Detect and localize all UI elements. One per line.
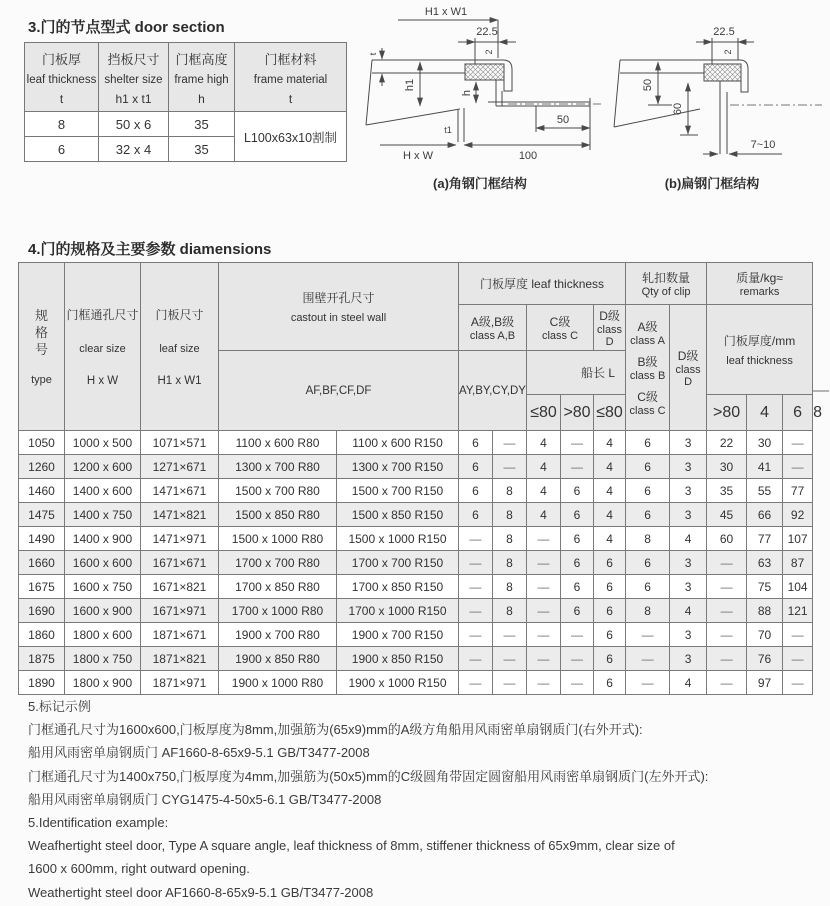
table-cell: — bbox=[626, 623, 670, 647]
table-cell: — bbox=[707, 671, 747, 695]
table-cell: 3 bbox=[670, 647, 707, 671]
table-cell: — bbox=[707, 623, 747, 647]
flat-frame-diagram bbox=[600, 2, 828, 200]
dim-label-60: 60 bbox=[672, 102, 684, 116]
table-cell: 1675 bbox=[19, 575, 65, 599]
dim-label-h: h bbox=[461, 89, 473, 97]
table-cell: 1500 x 1000 R150 bbox=[337, 527, 459, 551]
table-cell: — bbox=[707, 599, 747, 623]
table-cell: 70 bbox=[747, 623, 783, 647]
table-cell: 1900 x 700 R80 bbox=[219, 623, 337, 647]
table-cell: 1900 x 1000 R150 bbox=[337, 671, 459, 695]
table-cell: 4 bbox=[527, 503, 561, 527]
frame-material-cell: L100x63x10割制 bbox=[235, 112, 347, 162]
table-cell: — bbox=[783, 623, 813, 647]
table-cell: 1900 x 700 R150 bbox=[337, 623, 459, 647]
table-cell: 1260 bbox=[19, 455, 65, 479]
diagram-b-caption: (b)扁钢门框结构 bbox=[664, 176, 760, 191]
table-cell: — bbox=[561, 647, 594, 671]
table-cell: 30 bbox=[747, 431, 783, 455]
table-row bbox=[19, 503, 813, 527]
spec-header-row-4: ≤80 >80 ≤80 >80 4 6 8 bbox=[19, 395, 813, 431]
table-cell: 6 bbox=[626, 551, 670, 575]
table-cell: 6 bbox=[594, 575, 626, 599]
dim-label-22-5: 22.5 bbox=[476, 26, 498, 38]
table-cell: 4 bbox=[527, 455, 561, 479]
dim-label-2: 2 bbox=[484, 49, 494, 55]
table-cell: — bbox=[459, 599, 493, 623]
table-cell: 1500 x 850 R80 bbox=[219, 503, 337, 527]
table-row bbox=[19, 479, 813, 503]
table-cell: 1660 bbox=[19, 551, 65, 575]
table-cell: 1471×821 bbox=[141, 503, 219, 527]
table-cell: 3 bbox=[670, 479, 707, 503]
dim-label-50: 50 bbox=[556, 114, 570, 126]
col-le80-ab: ≤80 bbox=[527, 395, 561, 431]
table-cell: 1890 bbox=[19, 671, 65, 695]
table-cell: 1500 x 700 R150 bbox=[337, 479, 459, 503]
col-class-ab: A级,B级 class A,B bbox=[459, 305, 527, 351]
table-cell: — bbox=[561, 431, 594, 455]
table-cell: 8 bbox=[493, 551, 527, 575]
section3-title: 3.门的节点型式 door section bbox=[28, 19, 225, 36]
door-section-header-row bbox=[25, 43, 347, 112]
table-cell: 1700 x 850 R80 bbox=[219, 575, 337, 599]
col-le80-c: ≤80 bbox=[594, 395, 626, 431]
table-cell: 8 bbox=[493, 599, 527, 623]
spec-header-row-1 bbox=[19, 263, 813, 305]
col-gt80-ab: >80 bbox=[561, 395, 594, 431]
table-cell: — bbox=[783, 671, 813, 695]
table-cell: 66 bbox=[747, 503, 783, 527]
table-cell: 55 bbox=[747, 479, 783, 503]
table-row bbox=[19, 551, 813, 575]
table-cell: 45 bbox=[707, 503, 747, 527]
col-mass-6: 6 bbox=[783, 395, 813, 431]
table-cell: 104 bbox=[783, 575, 813, 599]
angle-frame-diagram bbox=[358, 2, 604, 200]
table-row bbox=[19, 599, 813, 623]
table-row: 8 50 x 6 35 L100x63x10割制 bbox=[25, 112, 347, 137]
table-cell: — bbox=[626, 647, 670, 671]
table-cell: 3 bbox=[670, 455, 707, 479]
table-cell: 1800 x 600 bbox=[65, 623, 141, 647]
table-cell: 1500 x 700 R80 bbox=[219, 479, 337, 503]
table-cell: 1400 x 900 bbox=[65, 527, 141, 551]
table-cell: 4 bbox=[594, 527, 626, 551]
table-cell: — bbox=[561, 671, 594, 695]
table-row bbox=[19, 455, 813, 479]
table-cell: 77 bbox=[783, 479, 813, 503]
spec-header-row-3: AF,BF,CF,DF AY,BY,CY,DY 船长 L — bbox=[19, 351, 813, 395]
table-cell: 6 bbox=[459, 503, 493, 527]
note-line: Weafhertight steel door, Type A square angle, leaf thickness of 8mm, stiffener thickness of 65x9mm, clear size of bbox=[28, 838, 675, 854]
col-clip-abc: A级 class A B级 class B C级 class C bbox=[626, 305, 670, 431]
dim-label-h1: h1 bbox=[404, 78, 416, 92]
table-cell: 60 bbox=[707, 527, 747, 551]
table-cell: 1871×821 bbox=[141, 647, 219, 671]
table-cell: 1671×821 bbox=[141, 575, 219, 599]
identification-notes bbox=[28, 695, 822, 904]
table-cell: 35 bbox=[707, 479, 747, 503]
table-cell: 76 bbox=[747, 647, 783, 671]
table-cell: 6 bbox=[459, 455, 493, 479]
table-cell: 22 bbox=[707, 431, 747, 455]
table-cell: 6 bbox=[594, 671, 626, 695]
table-cell: 121 bbox=[783, 599, 813, 623]
col-frame-high: 门框高度 frame high h bbox=[169, 43, 235, 112]
table-cell: 1600 x 900 bbox=[65, 599, 141, 623]
col-castout-f: AF,BF,CF,DF bbox=[219, 351, 459, 431]
table-cell: 1500 x 850 R150 bbox=[337, 503, 459, 527]
table-cell: 1860 bbox=[19, 623, 65, 647]
table-cell: 6 bbox=[626, 455, 670, 479]
table-row bbox=[19, 527, 813, 551]
table-cell: 88 bbox=[747, 599, 783, 623]
table-cell: 1471×971 bbox=[141, 527, 219, 551]
table-cell: 1200 x 600 bbox=[65, 455, 141, 479]
table-cell: — bbox=[493, 647, 527, 671]
table-cell: 1071×571 bbox=[141, 431, 219, 455]
table-cell: 4 bbox=[670, 599, 707, 623]
table-cell: 6 bbox=[626, 431, 670, 455]
table-cell: — bbox=[707, 575, 747, 599]
table-cell: 1460 bbox=[19, 479, 65, 503]
table-cell: 75 bbox=[747, 575, 783, 599]
col-clip-d: D级 class D bbox=[670, 305, 707, 431]
table-cell: 77 bbox=[747, 527, 783, 551]
table-cell: — bbox=[493, 671, 527, 695]
table-cell: 1400 x 600 bbox=[65, 479, 141, 503]
table-cell: — bbox=[783, 647, 813, 671]
table-cell: 8 bbox=[493, 479, 527, 503]
table-cell: — bbox=[527, 671, 561, 695]
table-cell: 1700 x 850 R150 bbox=[337, 575, 459, 599]
table-cell: 6 bbox=[561, 527, 594, 551]
col-castout-y: AY,BY,CY,DY bbox=[459, 351, 527, 431]
table-cell: 87 bbox=[783, 551, 813, 575]
col-clear-size: 门框通孔尺寸 clear size H x W bbox=[65, 263, 141, 431]
col-class-d: D级 class D bbox=[594, 305, 626, 351]
table-cell: 1900 x 850 R80 bbox=[219, 647, 337, 671]
table-row bbox=[19, 575, 813, 599]
table-cell: 8 bbox=[493, 527, 527, 551]
table-cell: 30 bbox=[707, 455, 747, 479]
table-cell: 6 bbox=[594, 599, 626, 623]
dim-label-h1w1: H1 x W1 bbox=[424, 6, 468, 18]
note-line: 船用风雨密单扇钢质门 CYG1475-4-50x5-6.1 GB/T3477-2008 bbox=[28, 791, 382, 807]
door-section-table bbox=[24, 42, 347, 162]
table-cell: 1475 bbox=[19, 503, 65, 527]
table-cell: 1490 bbox=[19, 527, 65, 551]
col-mass-4: 4 bbox=[747, 395, 783, 431]
table-cell: 92 bbox=[783, 503, 813, 527]
table-cell: — bbox=[527, 575, 561, 599]
table-cell: 4 bbox=[670, 671, 707, 695]
table-cell: 1100 x 600 R80 bbox=[219, 431, 337, 455]
note-line: 船用风雨密单扇钢质门 AF1660-8-65x9-5.1 GB/T3477-2008 bbox=[28, 745, 370, 761]
col-leaf-thickness: 门板厚度 leaf thickness bbox=[459, 263, 626, 305]
table-cell: 1900 x 850 R150 bbox=[337, 647, 459, 671]
table-row bbox=[19, 623, 813, 647]
table-cell: 1400 x 750 bbox=[65, 503, 141, 527]
table-cell: — bbox=[527, 599, 561, 623]
table-cell: 1300 x 700 R80 bbox=[219, 455, 337, 479]
table-cell: 8 bbox=[626, 527, 670, 551]
table-cell: 1875 bbox=[19, 647, 65, 671]
table-cell: 6 bbox=[561, 551, 594, 575]
table-cell: 4 bbox=[594, 431, 626, 455]
table-cell: 1871×971 bbox=[141, 671, 219, 695]
table-cell: — bbox=[459, 551, 493, 575]
table-cell: 1900 x 1000 R80 bbox=[219, 671, 337, 695]
table-cell: 3 bbox=[670, 431, 707, 455]
table-cell: 1600 x 750 bbox=[65, 575, 141, 599]
col-type: 规格号 type bbox=[19, 263, 65, 431]
table-cell: — bbox=[459, 575, 493, 599]
dim-label-100: 100 bbox=[518, 150, 538, 162]
table-cell: — bbox=[527, 623, 561, 647]
dim-label-7-10: 7~10 bbox=[750, 139, 776, 151]
table-cell: 107 bbox=[783, 527, 813, 551]
col-class-c: C级 class C bbox=[527, 305, 594, 351]
table-cell: 3 bbox=[670, 551, 707, 575]
col-clip-qty: 轧扣数量 Qty of clip bbox=[626, 263, 707, 305]
diagram-a-caption: (a)角钢门框结构 bbox=[433, 176, 527, 191]
table-cell: 1000 x 500 bbox=[65, 431, 141, 455]
table-cell: 1600 x 600 bbox=[65, 551, 141, 575]
col-frame-material: 门框材料 frame material t bbox=[235, 43, 347, 112]
col-mass-remarks: 质量/kg≈ remarks bbox=[707, 263, 813, 305]
table-cell: — bbox=[459, 671, 493, 695]
table-cell: 3 bbox=[670, 503, 707, 527]
table-cell: — bbox=[527, 647, 561, 671]
note-line: 门框通孔尺寸为1600x600,门板厚度为8mm,加强筋为(65x9)mm的A级方角船用风雨密单扇钢质门(右外开式): bbox=[28, 722, 643, 738]
col-gt80-c: >80 bbox=[707, 395, 747, 431]
table-cell: 4 bbox=[670, 527, 707, 551]
table-cell: 1500 x 1000 R80 bbox=[219, 527, 337, 551]
table-cell: 1700 x 1000 R80 bbox=[219, 599, 337, 623]
table-cell: 1100 x 600 R150 bbox=[337, 431, 459, 455]
dim-label-50: 50 bbox=[642, 78, 654, 92]
table-cell: 6 bbox=[459, 479, 493, 503]
col-leaf-thickness: 门板厚 leaf thickness t bbox=[25, 43, 99, 112]
table-cell: 6 bbox=[459, 431, 493, 455]
table-cell: — bbox=[783, 431, 813, 455]
table-cell: 1671×971 bbox=[141, 599, 219, 623]
table-cell: 1671×671 bbox=[141, 551, 219, 575]
table-cell: 8 bbox=[493, 503, 527, 527]
table-cell: 1700 x 700 R80 bbox=[219, 551, 337, 575]
table-cell: — bbox=[527, 551, 561, 575]
table-cell: — bbox=[561, 455, 594, 479]
table-cell: 1300 x 700 R150 bbox=[337, 455, 459, 479]
table-row bbox=[19, 671, 813, 695]
table-cell: — bbox=[707, 551, 747, 575]
table-cell: 8 bbox=[493, 575, 527, 599]
table-cell: 6 bbox=[561, 503, 594, 527]
note-line: 1600 x 600mm, right outward opening. bbox=[28, 861, 250, 877]
table-cell: 4 bbox=[527, 431, 561, 455]
table-cell: 4 bbox=[594, 479, 626, 503]
table-cell: 4 bbox=[594, 455, 626, 479]
table-row bbox=[19, 431, 813, 455]
table-cell: — bbox=[459, 527, 493, 551]
table-cell: 3 bbox=[670, 575, 707, 599]
table-cell: 6 bbox=[626, 503, 670, 527]
table-cell: 3 bbox=[670, 623, 707, 647]
table-cell: — bbox=[783, 455, 813, 479]
table-cell: 4 bbox=[594, 503, 626, 527]
table-row: 6 32 x 4 35 bbox=[25, 137, 347, 162]
table-cell: 6 bbox=[626, 575, 670, 599]
table-cell: 1700 x 1000 R150 bbox=[337, 599, 459, 623]
note-line: 门框通孔尺寸为1400x750,门板厚度为4mm,加强筋为(50x5)mm的C级圆角带固定圆窗船用风雨密单扇钢质门(左外开式): bbox=[28, 768, 709, 784]
section4-title: 4.门的规格及主要参数 diamensions bbox=[28, 241, 272, 258]
table-cell: 6 bbox=[594, 647, 626, 671]
table-cell: 63 bbox=[747, 551, 783, 575]
table-cell: 1690 bbox=[19, 599, 65, 623]
col-castout: 围壁开孔尺寸 castout in steel wall bbox=[219, 263, 459, 351]
col-shelter-size: 挡板尺寸 shelter size h1 x t1 bbox=[99, 43, 169, 112]
table-cell: — bbox=[707, 647, 747, 671]
table-cell: — bbox=[493, 455, 527, 479]
table-cell: — bbox=[527, 527, 561, 551]
table-cell: 8 bbox=[626, 599, 670, 623]
table-cell: — bbox=[459, 623, 493, 647]
table-cell: 1700 x 700 R150 bbox=[337, 551, 459, 575]
col-ship-length: 船长 L bbox=[527, 351, 670, 395]
table-cell: 6 bbox=[561, 575, 594, 599]
dim-label-t1: t1 bbox=[444, 125, 452, 135]
dim-label-t: t bbox=[368, 52, 378, 56]
dim-label-hxw: H x W bbox=[403, 150, 433, 162]
note-line: 5.Identification example: bbox=[28, 815, 169, 831]
table-cell: 6 bbox=[594, 551, 626, 575]
spec-table bbox=[18, 262, 830, 695]
col-leaf-thickness-mm: 门板厚度/mm leaf thickness bbox=[707, 305, 813, 395]
table-cell: 4 bbox=[527, 479, 561, 503]
note-line: 5.标记示例 bbox=[28, 699, 91, 714]
dim-label-22-5: 22.5 bbox=[713, 26, 735, 38]
col-leaf-size: 门板尺寸 leaf size H1 x W1 bbox=[141, 263, 219, 431]
table-cell: 1471×671 bbox=[141, 479, 219, 503]
dim-label-2: 2 bbox=[723, 49, 733, 55]
table-cell: 97 bbox=[747, 671, 783, 695]
table-cell: 6 bbox=[594, 623, 626, 647]
table-cell: — bbox=[561, 623, 594, 647]
table-cell: 1800 x 900 bbox=[65, 671, 141, 695]
table-cell: — bbox=[493, 623, 527, 647]
table-cell: 1050 bbox=[19, 431, 65, 455]
table-cell: 1271×671 bbox=[141, 455, 219, 479]
table-cell: 1800 x 750 bbox=[65, 647, 141, 671]
table-row bbox=[19, 647, 813, 671]
table-cell: — bbox=[626, 671, 670, 695]
table-cell: 6 bbox=[561, 479, 594, 503]
table-cell: 41 bbox=[747, 455, 783, 479]
spec-table-body bbox=[19, 431, 813, 695]
table-cell: — bbox=[493, 431, 527, 455]
table-cell: 6 bbox=[561, 599, 594, 623]
table-cell: 6 bbox=[626, 479, 670, 503]
note-line: Weathertight steel door AF1660-8-65x9-5.1 GB/T3477-2008 bbox=[28, 884, 374, 900]
table-cell: 1871×671 bbox=[141, 623, 219, 647]
table-cell: — bbox=[459, 647, 493, 671]
